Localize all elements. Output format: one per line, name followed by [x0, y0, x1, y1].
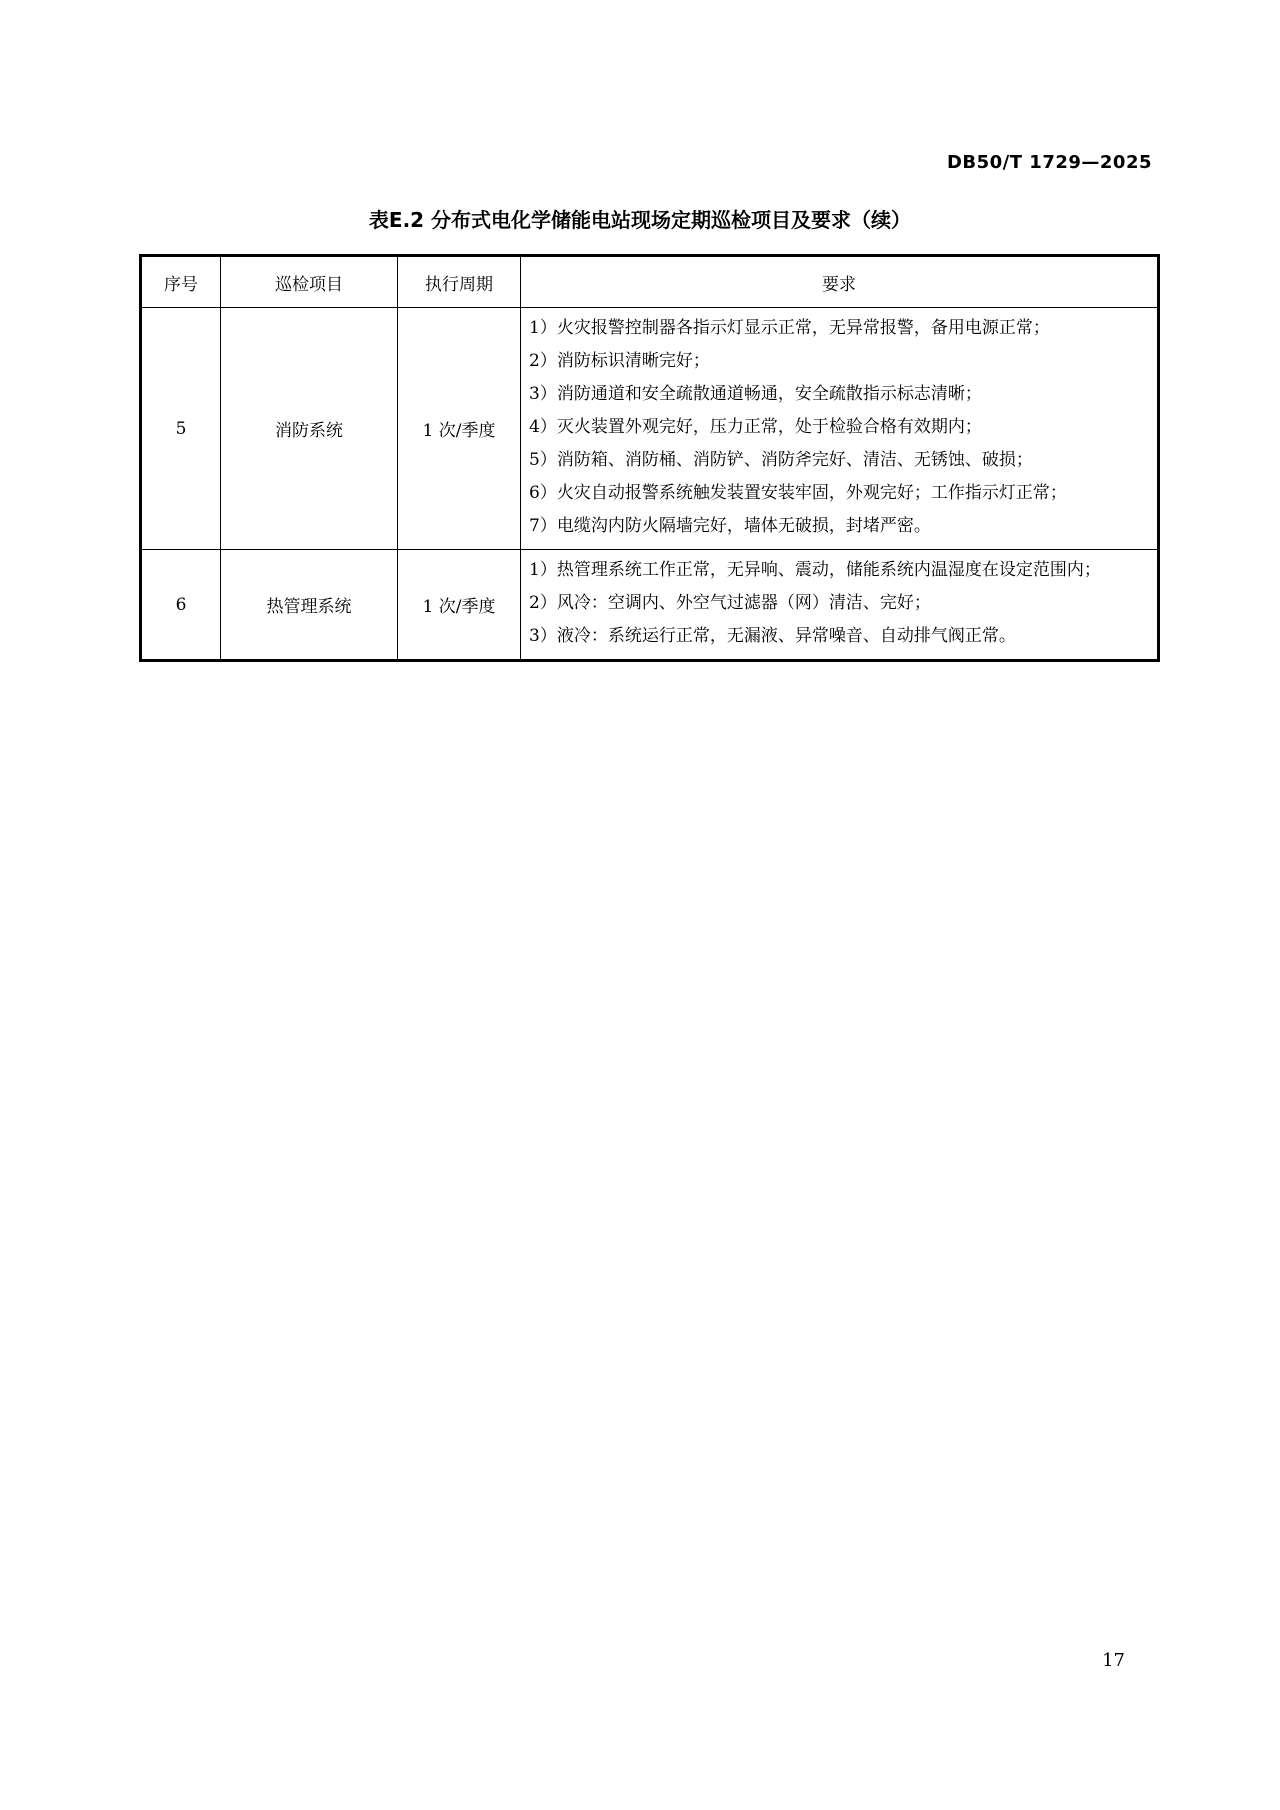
row-item: 热管理系统: [221, 550, 398, 661]
row-requirements: [521, 308, 1159, 550]
page-number: 17: [1102, 1650, 1125, 1671]
table-header-row: [141, 256, 1159, 308]
requirement-line: 3）消防通道和安全疏散通道畅通，安全疏散指示标志清晰；: [529, 384, 982, 404]
row-period: 1 次/季度: [398, 308, 521, 550]
document-code: DB50/T 1729—2025: [946, 152, 1152, 173]
column-header-item: 巡检项目: [221, 256, 398, 308]
inspection-table: [139, 254, 1160, 662]
column-header-requirements: 要求: [521, 256, 1159, 308]
requirement-line: 2）风冷：空调内、外空气过滤器（网）清洁、完好；: [529, 593, 931, 613]
column-header-no: 序号: [141, 256, 221, 308]
requirement-line: 4）灭火装置外观完好，压力正常，处于检验合格有效期内；: [529, 417, 982, 437]
row-requirements: [521, 550, 1159, 661]
requirement-line: 1）火灾报警控制器各指示灯显示正常，无异常报警，备用电源正常；: [529, 318, 1050, 338]
requirement-line: 5）消防箱、消防桶、消防铲、消防斧完好、清洁、无锈蚀、破损；: [529, 450, 1033, 470]
requirement-line: 6）火灾自动报警系统触发装置安装牢固，外观完好；工作指示灯正常；: [529, 483, 1067, 503]
table-title: 表E.2 分布式电化学储能电站现场定期巡检项目及要求（续）: [368, 208, 912, 232]
table-row: [141, 550, 1159, 661]
row-number: 5: [141, 308, 221, 550]
table-row: [141, 308, 1159, 550]
requirement-line: 1）热管理系统工作正常，无异响、震动，储能系统内温湿度在设定范围内；: [529, 560, 1101, 580]
row-number: 6: [141, 550, 221, 661]
requirement-line: 7）电缆沟内防火隔墙完好，墙体无破损，封堵严密。: [529, 516, 931, 536]
column-header-period: 执行周期: [398, 256, 521, 308]
requirement-line: 2）消防标识清晰完好；: [529, 351, 710, 371]
requirement-line: 3）液冷：系统运行正常，无漏液、异常噪音、自动排气阀正常。: [529, 626, 1016, 646]
row-item: 消防系统: [221, 308, 398, 550]
row-period: 1 次/季度: [398, 550, 521, 661]
